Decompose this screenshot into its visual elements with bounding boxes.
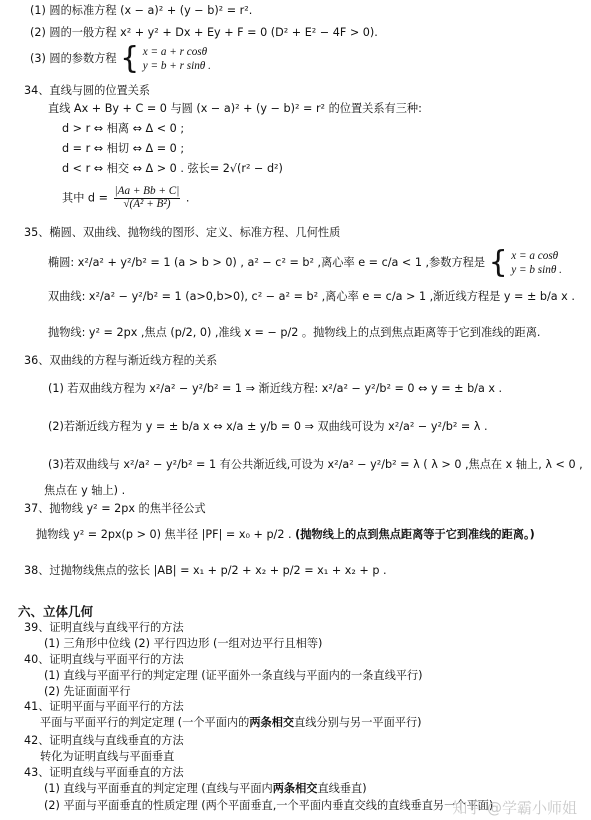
section-38: 38、过抛物线焦点的弦长 |AB| = x₁ + p/2 + x₂ + p/2 = x₁ + x₂ + p . [24,564,387,577]
s40-title: 40、证明直线与平面平行的方法 [24,653,184,666]
section-34-title: 34、直线与圆的位置关系 [24,84,151,97]
s42-title: 42、证明直线与直线垂直的方法 [24,734,184,747]
s34-line3: d = r ⇔ 相切 ⇔ Δ = 0 ; [62,142,185,155]
s36-item2: (2)若渐近线方程为 y = ± b/a x ⇔ x/a ± y/b = 0 ⇒ 双曲线可设为 x²/a² − y²/b² = λ . [48,420,488,433]
section-37-title: 37、抛物线 y² = 2px 的焦半径公式 [24,502,206,515]
s34-distance-formula: 其中 d = $\frac{|Aa + Bb + C|}{\text{√(A² + B²)}}$ . [62,185,190,210]
circle-general-equation: (2) 圆的一般方程 x² + y² + Dx + Ey + F = 0 (D² + E² − 4F > 0). [30,26,378,39]
circle-standard-equation: (1) 圆的标准方程 (x − a)² + (y − b)² = r². [30,4,253,17]
section-35-title: 35、椭圆、双曲线、抛物线的图形、定义、标准方程、几何性质 [24,226,341,239]
ellipse-line: 椭圆: x²/a² + y²/b² = 1 (a > b > 0) , a² − c² = b² ,离心率 e = c/a < 1 ,参数方程是 { x = a cosθ y = b sinθ . [48,245,562,280]
s36-item1: (1) 若双曲线方程为 x²/a² − y²/b² = 1 ⇒ 渐近线方程: x²/a² − y²/b² = 0 ⇔ y = ± b/a x . [48,382,503,395]
s41-item: 平面与平面平行的判定定理 (一个平面内的两条相交直线分别与另一平面平行) [40,716,422,729]
s34-line2: d > r ⇔ 相离 ⇔ Δ < 0 ; [62,122,185,135]
s34-line4: d < r ⇔ 相交 ⇔ Δ > 0 . 弦长= 2√(r² − d²) [62,162,283,175]
s40-item2: (2) 先证面面平行 [44,685,131,698]
s41-title: 41、证明平面与平面平行的方法 [24,700,184,713]
s36-item3: (3)若双曲线与 x²/a² − y²/b² = 1 有公共渐近线,可设为 x²/a² − y²/b² = λ ( λ > 0 ,焦点在 x 轴上, λ < 0 , [48,458,583,471]
s43-title: 43、证明直线与平面垂直的方法 [24,766,184,779]
section-36-title: 36、双曲线的方程与渐近线方程的关系 [24,354,218,367]
hyperbola-line: 双曲线: x²/a² − y²/b² = 1 (a>0,b>0), c² − a² = b² ,离心率 e = c/a > 1 ,渐近线方程是 y = ± b/a x . [48,290,575,303]
parametric-label: (3) 圆的参数方程 [30,52,117,65]
s43-item2: (2) 平面与平面垂直的性质定理 (两个平面垂直,一个平面内垂直交线的直线垂直另一个平面) [44,799,494,812]
s36-item3-cont: 焦点在 y 轴上) . [44,484,126,497]
circle-parametric-equation: (3) 圆的参数方程 { x = a + r cosθ y = b + r sinθ . [30,41,211,76]
s37-focal-radius: 抛物线 y² = 2px(p > 0) 焦半径 |PF| = x₀ + p/2 . (抛物线上的点到焦点距离等于它到准线的距离。) [36,528,535,541]
s39-title: 39、证明直线与直线平行的方法 [24,621,184,634]
section-6-heading: 六、立体几何 [18,604,94,619]
s43-item1: (1) 直线与平面垂直的判定定理 (直线与平面内两条相交直线垂直) [44,782,367,795]
param-y: y = b + r sinθ . [142,60,211,72]
s42-item: 转化为证明直线与平面垂直 [40,750,175,763]
s40-item1: (1) 直线与平面平行的判定定理 (证平面外一条直线与平面内的一条直线平行) [44,669,423,682]
s34-line1: 直线 Ax + By + C = 0 与圆 (x − a)² + (y − b)² = r² 的位置关系有三种: [48,102,422,115]
parabola-line: 抛物线: y² = 2px ,焦点 (p/2, 0) ,准线 x = − p/2 。抛物线上的点到焦点距离等于它到准线的距离. [48,326,541,339]
s39-item: (1) 三角形中位线 (2) 平行四边形 (一组对边平行且相等) [44,637,323,650]
watermark: 知乎 @学霸小师姐 [452,799,577,817]
param-x: x = a + r cosθ [142,46,208,58]
